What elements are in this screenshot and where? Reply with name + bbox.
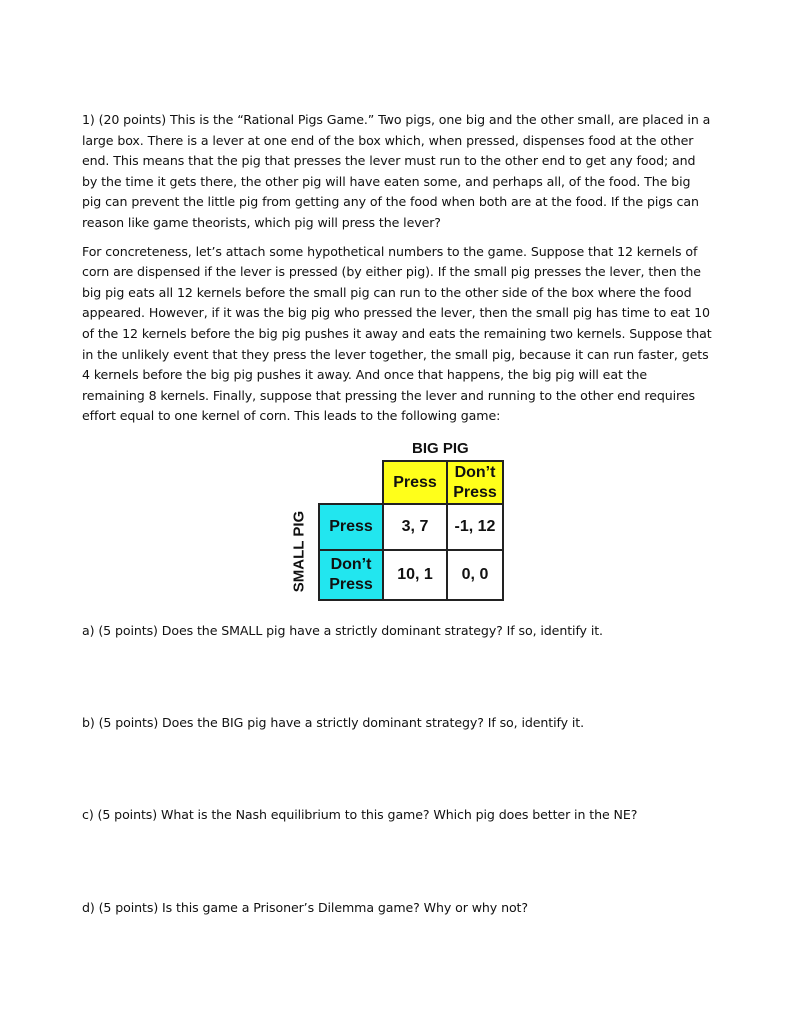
column-header-dont-line-2: Press	[453, 483, 497, 501]
payoff-cell-dont-press	[382, 549, 448, 601]
payoff-press-press: 3, 7	[401, 518, 429, 535]
row-header-dont-line-2: Press	[329, 576, 373, 593]
row-header-press	[318, 503, 384, 551]
payoff-matrix	[280, 435, 520, 605]
big-pig-label: BIG PIG	[412, 440, 469, 457]
problem-paragraph-2: For concreteness, let’s attach some hypothetical numbers to the game. Suppose that 12 kernels of corn are dispensed if the lever is pressed (by either pig). If the small pig presses the lever, then the big pig eats all 12 kernels before the small pig can run to the other side of the box where the food appeared. However, if it was the big pig who pressed the lever, then the small pig has time to eat 10 of the 12 kernels before the big pig pushes it away and eats the remaining two kernels. Suppose that in the unlikely event that they press the lever together, the small pig, because it can run faster, gets 4 kernels before the big pig pushes it away. And once that happens, the big pig will eat the remaining 8 kernels. Finally, suppose that pressing the lever and running to the other end requires effort equal to one kernel of corn. This leads to the following game:	[82, 243, 712, 424]
payoff-cell-press-press	[382, 503, 448, 551]
small-pig-label: SMALL PIG	[290, 510, 308, 593]
column-header-dont-line-1: Don’t	[454, 463, 496, 481]
payoff-cell-dont-dont	[446, 549, 504, 601]
row-header-press-label: Press	[329, 518, 373, 535]
row-header-dont-line-1: Don’t	[330, 556, 372, 573]
payoff-press-dont: -1, 12	[454, 518, 496, 535]
question-d: d) (5 points) Is this game a Prisoner’s Dilemma game? Why or why not?	[82, 900, 528, 915]
column-header-dont-press	[446, 460, 504, 505]
question-a: a) (5 points) Does the SMALL pig have a strictly dominant strategy? If so, identify it.	[82, 623, 603, 638]
problem-text	[82, 110, 712, 435]
payoff-dont-press: 10, 1	[397, 566, 433, 583]
payoff-dont-dont: 0, 0	[461, 566, 489, 583]
question-b: b) (5 points) Does the BIG pig have a strictly dominant strategy? If so, identify it.	[82, 715, 585, 730]
column-header-press	[382, 460, 448, 505]
row-header-dont-press	[318, 549, 384, 601]
payoff-cell-press-dont	[446, 503, 504, 551]
problem-paragraph-1: 1) (20 points) This is the “Rational Pigs Game.” Two pigs, one big and the other small, are placed in a large box. There is a lever at one end of the box which, when pressed, dispenses food at the other end. This means that the pig that presses the lever must run to the other end to get any food; and by the time it gets there, the other pig will have eaten some, and perhaps all, of the food. The big pig can prevent the little pig from getting any of the food when both are at the food. If the pigs can reason like game theorists, which pig will press the lever?	[82, 112, 711, 230]
question-c: c) (5 points) What is the Nash equilibrium to this game? Which pig does better in the NE?	[82, 807, 638, 822]
column-header-press-label: Press	[393, 473, 437, 491]
